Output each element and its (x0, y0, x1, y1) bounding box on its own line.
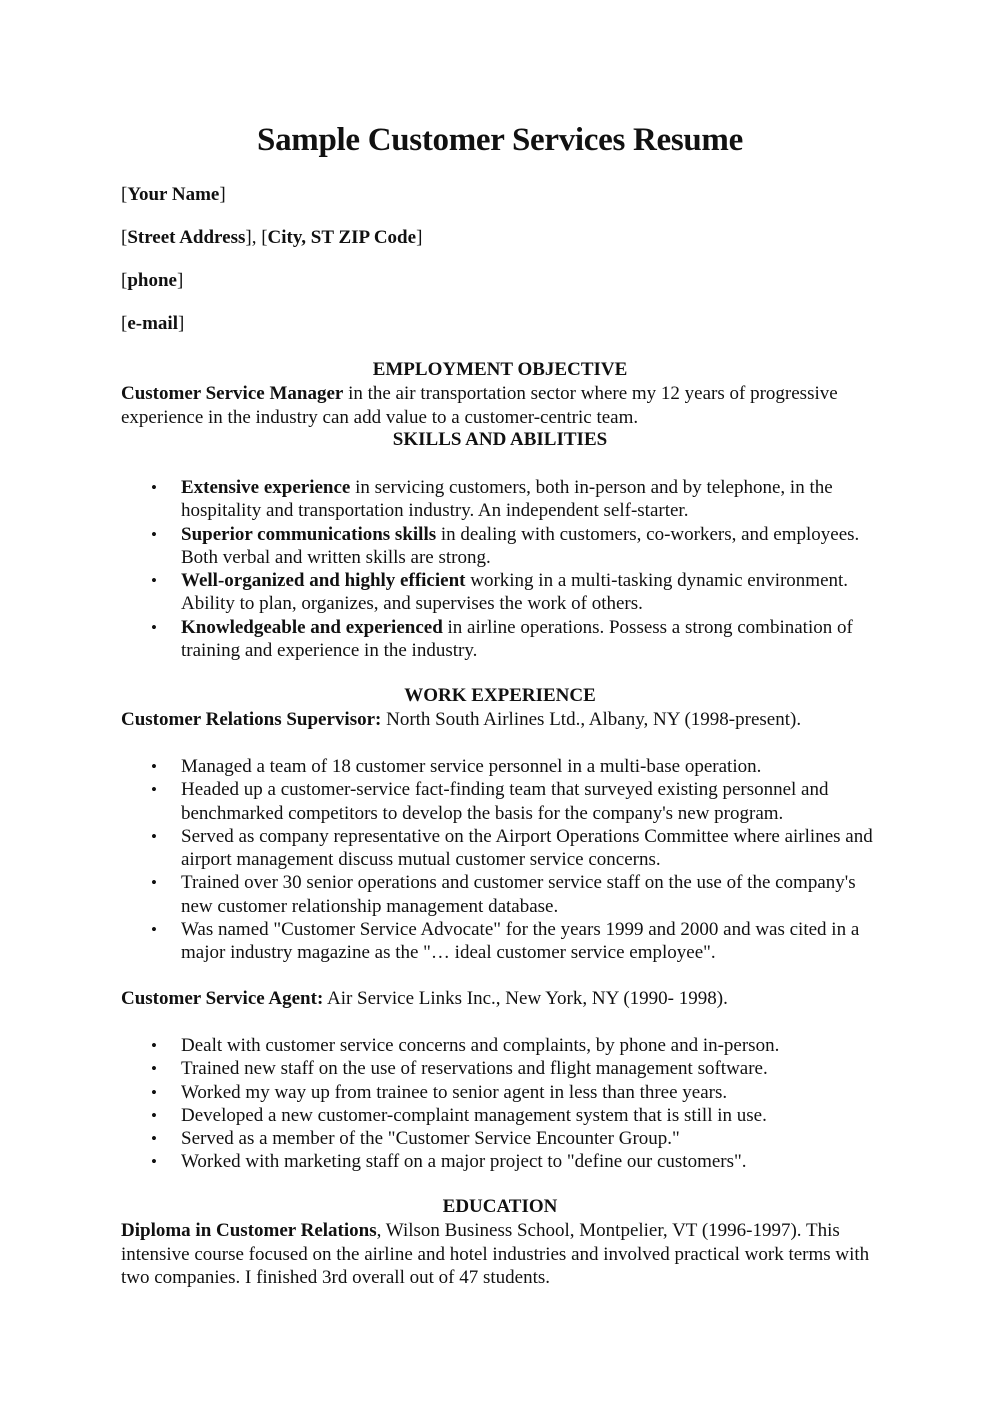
list-item (121, 569, 881, 616)
bullet-text: Developed a new customer-complaint management system that is still in use. (181, 1104, 767, 1126)
bullet-icon: • (151, 1036, 157, 1055)
street-placeholder: Street Address (127, 227, 246, 248)
bullet-text: Served as a member of the "Customer Service Encounter Group." (181, 1128, 680, 1150)
objective-body: in the air transportation sector where my 12 years of progressive experience in the industry can add value to a customer-centric team. (121, 383, 838, 428)
education-heading: EDUCATION (442, 1196, 558, 1217)
skill-text: in servicing customers, both in-person and by telephone, in the hospitality and transportation industry. An independent self-starter. (181, 477, 833, 522)
bullet-icon: • (151, 1129, 157, 1149)
job-detail: North South Airlines Ltd., Albany, NY (1998-present). (381, 709, 802, 730)
list-item (121, 476, 881, 523)
objective-lead: Customer Service Manager (121, 383, 344, 404)
bullet-icon: • (151, 524, 157, 544)
name-placeholder: Your Name (127, 184, 220, 205)
bullet-icon: • (151, 478, 157, 497)
list-item (121, 1127, 881, 1150)
job-2-title (121, 987, 881, 1011)
skills-list (121, 476, 881, 662)
bullet-text: Worked my way up from trainee to senior agent in less than three years. (181, 1081, 728, 1103)
bullet-icon: • (151, 1152, 157, 1172)
bullet-icon: • (151, 757, 157, 776)
skill-text: in airline operations. Possess a strong combination of training and experience in the industry. (181, 616, 853, 662)
bullet-text: Dealt with customer service concerns and complaints, by phone and in-person. (181, 1035, 780, 1056)
skill-text: in dealing with customers, co-workers, and employees. Both verbal and written skills are strong. (181, 523, 860, 568)
contact-phone: [phone] (121, 270, 184, 291)
skill-lead: Extensive experience (181, 477, 351, 498)
list-item (121, 871, 881, 918)
objective-heading: EMPLOYMENT OBJECTIVE (372, 359, 628, 380)
bullet-text: Worked with marketing staff on a major project to "define our customers". (181, 1151, 747, 1173)
list-item (121, 825, 881, 872)
skill-text: working in a multi-tasking dynamic environment. Ability to plan, organizes, and supervises the work of others. (181, 570, 849, 615)
email-placeholder: e-mail (127, 313, 178, 334)
bullet-icon: • (151, 1105, 157, 1125)
contact-email: [e-mail] (121, 313, 185, 334)
list-item (121, 523, 881, 570)
skill-lead: Superior communications skills (181, 523, 437, 545)
list-item (121, 1057, 881, 1080)
bullet-text: Trained new staff on the use of reservations and flight management software. (181, 1058, 768, 1080)
job-2-bullets (121, 1034, 881, 1174)
bullet-icon: • (151, 780, 157, 800)
skills-heading: SKILLS AND ABILITIES (392, 429, 608, 450)
education-body: , Wilson Business School, Montpelier, VT (1996-1997). This intensive course focused on the airline and hotel industries and involved practical work terms with two companies. I finished 3rd overall out of 47 students. (121, 1220, 870, 1288)
list-item (121, 616, 881, 663)
bullet-text: Managed a team of 18 customer service personnel in a multi-base operation. (181, 756, 762, 777)
education-lead: Diploma in Customer Relations (121, 1220, 377, 1241)
bullet-text: Headed up a customer-service fact-finding team that surveyed existing personnel and benchmarked competitors to develop the basis for the company's new program. (181, 779, 829, 824)
bullet-icon: • (151, 1059, 157, 1079)
contact-name: [Your Name] (121, 184, 226, 205)
objective-text (121, 382, 881, 429)
list-item (121, 1104, 881, 1127)
bullet-text: Was named "Customer Service Advocate" for the years 1999 and 2000 and was cited in a major industry magazine as the "… ideal customer service employee". (181, 919, 860, 964)
job-role: Customer Service Agent: (121, 988, 324, 1009)
bullet-text: Served as company representative on the Airport Operations Committee where airlines and airport management discuss mutual customer service concerns. (181, 825, 873, 871)
list-item (121, 1150, 881, 1173)
education-text (121, 1219, 881, 1290)
bullet-icon: • (151, 617, 157, 637)
job-detail: Air Service Links Inc., New York, NY (1990- 1998). (323, 988, 728, 1009)
bullet-text: Trained over 30 senior operations and customer service staff on the use of the company's new customer relationship management database. (181, 872, 856, 917)
bullet-icon: • (151, 571, 157, 591)
list-item (121, 778, 881, 825)
bullet-icon: • (151, 873, 157, 893)
list-item (121, 918, 881, 965)
list-item (121, 1081, 881, 1104)
list-item (121, 1034, 881, 1057)
job-1-bullets (121, 755, 881, 965)
work-heading: WORK EXPERIENCE (404, 685, 596, 706)
city-zip-placeholder: City, ST ZIP Code (267, 227, 417, 248)
phone-placeholder: phone (127, 270, 177, 291)
bullet-icon: • (151, 920, 157, 940)
resume-title: Sample Customer Services Resume (257, 122, 743, 158)
contact-address: [Street Address], [City, ST ZIP Code] (121, 227, 423, 248)
skill-lead: Knowledgeable and experienced (181, 616, 443, 638)
bullet-icon: • (151, 826, 157, 846)
bullet-icon: • (151, 1082, 157, 1102)
job-role: Customer Relations Supervisor: (121, 709, 382, 730)
job-1-title (121, 708, 881, 732)
list-item (121, 755, 881, 778)
skill-lead: Well-organized and highly efficient (181, 570, 466, 592)
